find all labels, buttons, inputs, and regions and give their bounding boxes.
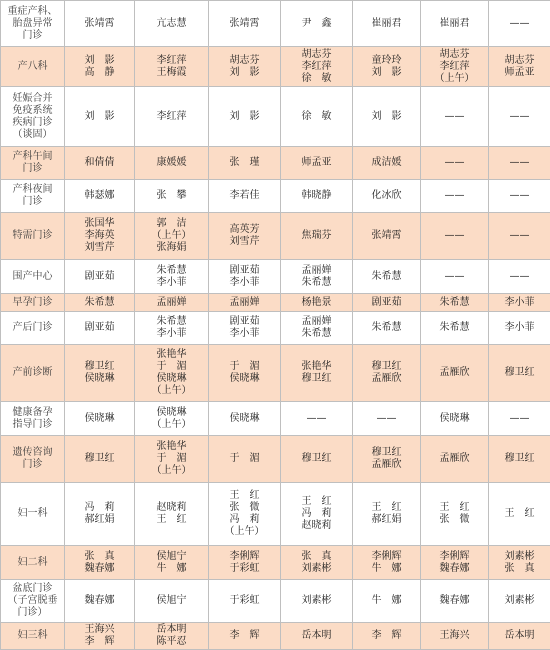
schedule-row bbox=[1, 312, 550, 345]
doctor-cell: 康媛媛 bbox=[135, 147, 209, 180]
doctor-cell: 胡志芬 李红萍 徐 敏 bbox=[281, 47, 353, 87]
doctor-cell: 李小菲 bbox=[489, 312, 550, 345]
doctor-cell: 剧亚茹 李小菲 bbox=[209, 260, 281, 294]
doctor-cell: 穆卫红 孟雁欣 bbox=[353, 345, 421, 402]
doctor-cell: 于 湄 侯晓琳 bbox=[209, 345, 281, 402]
doctor-cell: 崔丽君 bbox=[421, 1, 489, 47]
doctor-cell: 张 瑾 bbox=[209, 147, 281, 180]
department-cell: 产前诊断 bbox=[1, 345, 65, 402]
doctor-cell: —— bbox=[489, 402, 550, 436]
doctor-cell: 孟丽婵 朱希慧 bbox=[281, 260, 353, 294]
doctor-cell: 孟丽婵 bbox=[135, 294, 209, 312]
doctor-cell: —— bbox=[353, 402, 421, 436]
department-cell: 重症产科、 胎盘异常 门诊 bbox=[1, 1, 65, 47]
doctor-cell: 赵晓莉 王 红 bbox=[135, 483, 209, 546]
doctor-cell: 魏春娜 bbox=[421, 580, 489, 623]
department-cell: 妇二科 bbox=[1, 546, 65, 580]
doctor-cell: 胡志芬 师孟亚 bbox=[489, 47, 550, 87]
doctor-cell: 高英芳 刘雪芹 bbox=[209, 213, 281, 260]
doctor-cell: 张 真 刘素彬 bbox=[281, 546, 353, 580]
doctor-cell: —— bbox=[281, 402, 353, 436]
schedule-row bbox=[1, 260, 550, 294]
doctor-cell: 化冰欣 bbox=[353, 180, 421, 213]
department-cell: 围产中心 bbox=[1, 260, 65, 294]
schedule-row bbox=[1, 294, 550, 312]
schedule-row bbox=[1, 436, 550, 483]
doctor-cell: 刘 影 bbox=[353, 87, 421, 147]
doctor-cell: 焦瑞芬 bbox=[281, 213, 353, 260]
doctor-cell: 刘素彬 bbox=[489, 580, 550, 623]
doctor-cell: 穆卫红 bbox=[281, 436, 353, 483]
doctor-cell: 张靖霄 bbox=[209, 1, 281, 47]
doctor-cell: 刘 影 bbox=[65, 87, 135, 147]
doctor-cell: 李 辉 bbox=[209, 623, 281, 650]
schedule-body bbox=[1, 1, 550, 650]
doctor-cell: 王海兴 bbox=[421, 623, 489, 650]
doctor-cell: 杨艳景 bbox=[281, 294, 353, 312]
department-cell: 盆底门诊 （子宫脱垂 门诊） bbox=[1, 580, 65, 623]
doctor-cell: 成洁媛 bbox=[353, 147, 421, 180]
schedule-row bbox=[1, 580, 550, 623]
doctor-cell: 王 红 冯 莉 赵晓莉 bbox=[281, 483, 353, 546]
schedule-row bbox=[1, 345, 550, 402]
doctor-cell: 剧亚茹 李小菲 bbox=[209, 312, 281, 345]
doctor-cell: 李俐辉 牛 娜 bbox=[353, 546, 421, 580]
department-cell: 遗传咨询 门诊 bbox=[1, 436, 65, 483]
doctor-cell: 刘素彬 张 真 bbox=[489, 546, 550, 580]
doctor-cell: 刘 影 高 静 bbox=[65, 47, 135, 87]
doctor-cell: 朱希慧 bbox=[421, 294, 489, 312]
doctor-cell: 于彩虹 bbox=[209, 580, 281, 623]
doctor-cell: 朱希慧 李小菲 bbox=[135, 312, 209, 345]
doctor-cell: 李俐辉 魏春娜 bbox=[421, 546, 489, 580]
schedule-row bbox=[1, 483, 550, 546]
schedule-row bbox=[1, 47, 550, 87]
schedule-row bbox=[1, 87, 550, 147]
doctor-cell: 剧亚茹 bbox=[65, 260, 135, 294]
doctor-cell: 郭 洁 （上午） 张海娟 bbox=[135, 213, 209, 260]
doctor-cell: 李俐辉 于彩虹 bbox=[209, 546, 281, 580]
doctor-cell: 朱希慧 bbox=[353, 312, 421, 345]
doctor-cell: 岳本明 bbox=[281, 623, 353, 650]
doctor-cell: 朱希慧 bbox=[65, 294, 135, 312]
doctor-cell: —— bbox=[489, 147, 550, 180]
doctor-cell: 韩瑟娜 bbox=[65, 180, 135, 213]
doctor-cell: 侯晓琳 bbox=[209, 402, 281, 436]
doctor-cell: 张 真 魏春娜 bbox=[65, 546, 135, 580]
doctor-cell: —— bbox=[421, 180, 489, 213]
doctor-cell: 李小菲 bbox=[489, 294, 550, 312]
doctor-cell: 牛 娜 bbox=[353, 580, 421, 623]
doctor-cell: 崔丽君 bbox=[353, 1, 421, 47]
doctor-cell: 亢志慧 bbox=[135, 1, 209, 47]
doctor-cell: 张艳华 于 湄 侯晓琳 （上午） bbox=[135, 345, 209, 402]
doctor-cell: 王 红 张 微 冯 莉 （上午） bbox=[209, 483, 281, 546]
doctor-cell: 穆卫红 bbox=[65, 436, 135, 483]
schedule-row bbox=[1, 147, 550, 180]
doctor-cell: —— bbox=[421, 147, 489, 180]
department-cell: 妇三科 bbox=[1, 623, 65, 650]
doctor-cell: 岳本明 陈平忍 bbox=[135, 623, 209, 650]
doctor-cell: 张国华 李海英 刘雪芹 bbox=[65, 213, 135, 260]
schedule-row bbox=[1, 1, 550, 47]
doctor-cell: 孟雁欣 bbox=[421, 345, 489, 402]
doctor-cell: 魏春娜 bbox=[65, 580, 135, 623]
doctor-cell: 张靖霄 bbox=[353, 213, 421, 260]
doctor-cell: 侯晓琳 bbox=[421, 402, 489, 436]
doctor-cell: —— bbox=[421, 260, 489, 294]
doctor-cell: 穆卫红 bbox=[489, 345, 550, 402]
doctor-cell: 胡志芬 李红萍 （上午） bbox=[421, 47, 489, 87]
doctor-cell: 剧亚茹 bbox=[353, 294, 421, 312]
schedule-row bbox=[1, 623, 550, 650]
doctor-cell: 王 红 bbox=[489, 483, 550, 546]
department-cell: 早孕门诊 bbox=[1, 294, 65, 312]
department-cell: 产科午间 门诊 bbox=[1, 147, 65, 180]
department-cell: 妇一科 bbox=[1, 483, 65, 546]
doctor-cell: 侯晓琳 bbox=[65, 402, 135, 436]
doctor-cell: 李红萍 王梅霞 bbox=[135, 47, 209, 87]
doctor-cell: 张靖霄 bbox=[65, 1, 135, 47]
doctor-cell: 穆卫红 侯晓琳 bbox=[65, 345, 135, 402]
doctor-cell: 李红萍 bbox=[135, 87, 209, 147]
schedule-row bbox=[1, 402, 550, 436]
doctor-cell: 孟雁欣 bbox=[421, 436, 489, 483]
doctor-cell: 于 湄 bbox=[209, 436, 281, 483]
doctor-cell: 尹 鑫 bbox=[281, 1, 353, 47]
doctor-cell: 侯旭宁 牛 娜 bbox=[135, 546, 209, 580]
doctor-cell: —— bbox=[489, 260, 550, 294]
doctor-cell: —— bbox=[489, 87, 550, 147]
doctor-cell: 张 攀 bbox=[135, 180, 209, 213]
department-cell: 产八科 bbox=[1, 47, 65, 87]
doctor-cell: 朱希慧 bbox=[421, 312, 489, 345]
doctor-cell: 师孟亚 bbox=[281, 147, 353, 180]
doctor-cell: 穆卫红 bbox=[489, 436, 550, 483]
doctor-cell: 张艳华 穆卫红 bbox=[281, 345, 353, 402]
department-cell: 特需门诊 bbox=[1, 213, 65, 260]
schedule-row bbox=[1, 213, 550, 260]
doctor-cell: 朱希慧 bbox=[353, 260, 421, 294]
doctor-cell: 岳本明 bbox=[489, 623, 550, 650]
doctor-cell: 刘素彬 bbox=[281, 580, 353, 623]
doctor-cell: 韩晓静 bbox=[281, 180, 353, 213]
doctor-cell: 孟丽婵 bbox=[209, 294, 281, 312]
doctor-cell: 胡志芬 刘 影 bbox=[209, 47, 281, 87]
doctor-cell: 王 红 郝红娟 bbox=[353, 483, 421, 546]
doctor-cell: 孟丽婵 朱希慧 bbox=[281, 312, 353, 345]
doctor-cell: 穆卫红 孟雁欣 bbox=[353, 436, 421, 483]
doctor-cell: 童玲玲 刘 影 bbox=[353, 47, 421, 87]
doctor-cell: —— bbox=[489, 213, 550, 260]
department-cell: 产科夜间 门诊 bbox=[1, 180, 65, 213]
doctor-cell: 王海兴 李 辉 bbox=[65, 623, 135, 650]
doctor-cell: 剧亚茹 bbox=[65, 312, 135, 345]
doctor-cell: —— bbox=[489, 1, 550, 47]
schedule-row bbox=[1, 546, 550, 580]
doctor-cell: 王 红 张 微 bbox=[421, 483, 489, 546]
doctor-cell: 侯晓琳 （上午） bbox=[135, 402, 209, 436]
doctor-cell: 朱希慧 李小菲 bbox=[135, 260, 209, 294]
doctor-cell: 冯 莉 郝红娟 bbox=[65, 483, 135, 546]
doctor-cell: —— bbox=[421, 87, 489, 147]
doctor-cell: 和倩倩 bbox=[65, 147, 135, 180]
doctor-cell: 张艳华 于 湄 （上午） bbox=[135, 436, 209, 483]
doctor-cell: 徐 敏 bbox=[281, 87, 353, 147]
doctor-cell: 侯旭宁 bbox=[135, 580, 209, 623]
doctor-cell: 李 辉 bbox=[353, 623, 421, 650]
doctor-cell: —— bbox=[489, 180, 550, 213]
doctor-cell: —— bbox=[421, 213, 489, 260]
department-cell: 健康备孕 指导门诊 bbox=[1, 402, 65, 436]
department-cell: 妊娠合并 免疫系统 疾病门诊 （谈固） bbox=[1, 87, 65, 147]
doctor-cell: 刘 影 bbox=[209, 87, 281, 147]
department-cell: 产后门诊 bbox=[1, 312, 65, 345]
schedule-row bbox=[1, 180, 550, 213]
doctor-cell: 李若佳 bbox=[209, 180, 281, 213]
